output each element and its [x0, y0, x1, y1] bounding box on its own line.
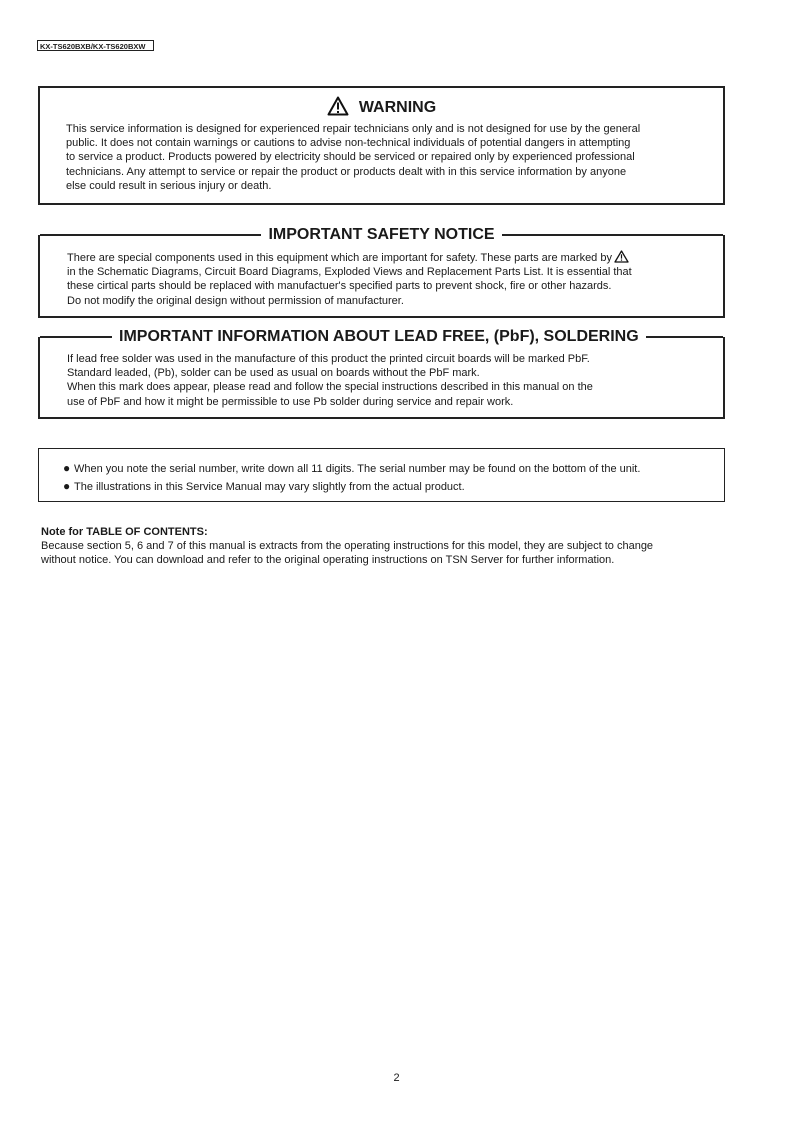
lead-free-text	[67, 352, 707, 409]
toc-note-line: without notice. You can download and refer to the original operating instructions on TSN Server for further information.	[41, 554, 615, 566]
warning-line: technicians. Any attempt to service or repair the product or products dealt with in this service information by anyone	[66, 165, 627, 178]
page-number: 2	[393, 1072, 400, 1084]
heading-rule	[646, 336, 723, 338]
warning-triangle-icon	[614, 250, 629, 263]
warning-box	[38, 86, 725, 205]
warning-triangle-icon	[327, 96, 349, 116]
lead-free-box	[38, 328, 725, 419]
notes-list	[63, 460, 640, 495]
lead-free-line: If lead free solder was used in the manufacture of this product the printed circuit boards will be marked PbF.	[67, 353, 590, 365]
warning-title: WARNING	[358, 99, 437, 116]
safety-line: in the Schematic Diagrams, Circuit Board Diagrams, Exploded Views and Replacement Parts List. It is essential that	[67, 266, 632, 279]
safety-line-text: There are special components used in this equipment which are important for safety. These parts are marked by	[67, 252, 612, 264]
warning-line: to service a product. Products powered by electricity should be serviced or repaired only by experienced professional	[66, 151, 635, 164]
model-number-tag: KX-TS620BXB/KX-TS620BXW	[37, 40, 154, 51]
lead-free-title: IMPORTANT INFORMATION ABOUT LEAD FREE, (PbF), SOLDERING	[119, 328, 639, 345]
safety-notice-title: IMPORTANT SAFETY NOTICE	[268, 226, 495, 243]
list-item-text: The illustrations in this Service Manual may vary slightly from the actual product.	[74, 480, 465, 493]
warning-title-row	[40, 96, 723, 118]
safety-line: Do not modify the original design without permission of manufacturer.	[67, 294, 404, 307]
bullet-icon: ●	[63, 461, 71, 475]
list-item	[63, 460, 640, 478]
notes-box	[38, 448, 725, 502]
heading-rule	[40, 234, 261, 236]
lead-free-heading	[40, 327, 723, 347]
safety-line: these cirtical parts should be replaced with manufactuer's specified parts to prevent shock, fire or other hazards.	[67, 280, 612, 293]
toc-note-line: Because section 5, 6 and 7 of this manual is extracts from the operating instructions for this model, they are subject to change	[41, 540, 654, 552]
list-item-text: When you note the serial number, write down all 11 digits. The serial number may be found on the bottom of the unit.	[74, 463, 641, 475]
bullet-icon: ●	[63, 478, 71, 493]
lead-free-line: When this mark does appear, please read and follow the special instructions described in this manual on the	[67, 381, 593, 394]
toc-note-text	[41, 539, 731, 567]
lead-free-line: Standard leaded, (Pb), solder can be used as usual on boards without the PbF mark.	[67, 367, 480, 380]
heading-rule	[502, 234, 723, 236]
warning-line: This service information is designed for experienced repair technicians only and is not designed for use by the general	[66, 123, 641, 135]
list-item	[63, 478, 640, 496]
warning-line: public. It does not contain warnings or cautions to advise non-technical individuals of potential dangers in attempting	[66, 137, 631, 150]
safety-notice-heading	[40, 225, 723, 245]
toc-note-title: Note for TABLE OF CONTENTS:	[41, 526, 208, 538]
safety-notice-box	[38, 226, 725, 318]
warning-line: else could result in serious injury or death.	[66, 179, 272, 192]
lead-free-line: use of PbF and how it might be permissible to use Pb solder during service and repair work.	[67, 395, 514, 408]
heading-rule	[40, 336, 112, 338]
safety-notice-text	[67, 250, 707, 308]
warning-text	[66, 122, 716, 193]
safety-line	[67, 250, 707, 265]
